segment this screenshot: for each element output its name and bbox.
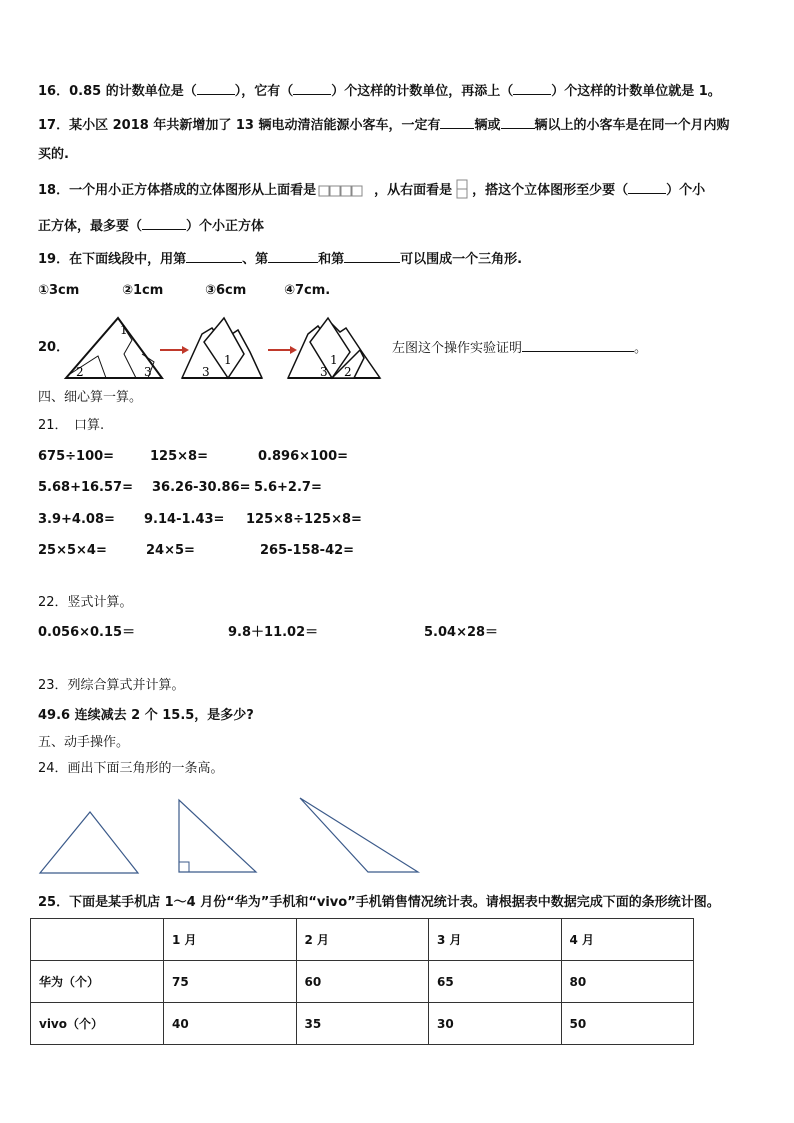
question-18-cont: 正方体，最多要（ ）个小正方体: [38, 219, 265, 234]
option-1: ①3cm: [38, 283, 80, 298]
table-cell: 华为（个）: [31, 961, 164, 1003]
question-22-title: 22．竖式计算。: [38, 595, 133, 610]
table-cell: 1 月: [164, 919, 297, 961]
table-cell: 40: [164, 1003, 297, 1045]
answer-blank[interactable]: [440, 116, 474, 129]
top-view-figure: [316, 183, 374, 199]
table-cell: 2 月: [296, 919, 429, 961]
table-cell: vivo（个）: [31, 1003, 164, 1045]
answer-blank[interactable]: [513, 82, 551, 95]
table-cell: 3 月: [429, 919, 562, 961]
angle-label-2: 2: [76, 365, 84, 379]
answer-blank[interactable]: [522, 339, 634, 352]
question-19: 19．在下面线段中，用第 、第 和第 可以围成一个三角形.: [38, 252, 523, 267]
oral-calc-item: 125×8=: [150, 449, 208, 464]
table-cell: 60: [296, 961, 429, 1003]
sales-table: [30, 918, 694, 1045]
answer-blank[interactable]: [268, 250, 318, 263]
table-cell: 50: [561, 1003, 694, 1045]
oral-calc-item: 5.6+2.7=: [254, 480, 322, 495]
table-cell: 35: [296, 1003, 429, 1045]
question-17: 17．某小区 2018 年共新增加了 13 辆电动清洁能源小客车，一定有 辆或 辆以上的小客车是在同一个月内购: [38, 118, 730, 133]
answer-blank[interactable]: [197, 82, 235, 95]
table-row: [31, 1003, 694, 1045]
angle-label-3: 3: [320, 365, 328, 379]
angle-label-1: 1: [224, 353, 232, 367]
angle-label-1: 1: [330, 353, 338, 367]
oral-calc-item: 24×5=: [146, 543, 195, 558]
triangles-figure: [38, 796, 428, 876]
answer-blank[interactable]: [501, 116, 535, 129]
table-cell: 80: [561, 961, 694, 1003]
top-view-squares: [318, 183, 376, 199]
option-4: ④7cm.: [284, 283, 331, 298]
full-triangle: [66, 318, 162, 379]
question-17-cont: 买的.: [38, 147, 69, 162]
question-20-text: 左图这个操作实验证明 。: [392, 341, 648, 356]
option-2: ②1cm: [122, 283, 164, 298]
option-3: ③6cm: [205, 283, 247, 298]
angle-sum-diagram: [62, 312, 392, 382]
oral-calc-item: 5.68+16.57=: [38, 480, 133, 495]
table-cell: 75: [164, 961, 297, 1003]
vertical-calc-item: 9.8＋11.02＝: [228, 625, 319, 640]
question-18: 18．一个用小正方体搭成的立体图形从上面看是 ，从右面看是 ，搭这个立体图形至少要（ ）个小: [38, 181, 705, 200]
oral-calc-item: 9.14-1.43=: [144, 512, 225, 527]
answer-blank[interactable]: [186, 250, 242, 263]
angle-label-3: 3: [202, 365, 210, 379]
table-cell: 65: [429, 961, 562, 1003]
question-16: 16．0.85 的计数单位是（ ），它有（ ）个这样的计数单位，再添上（ ）个这样的计数单位就是 1。: [38, 84, 721, 99]
table-header-row: [31, 919, 694, 961]
obtuse-triangle[interactable]: [300, 798, 418, 872]
angle-label-2: 2: [344, 365, 352, 379]
table-cell: 4 月: [561, 919, 694, 961]
right-view-figure: [452, 182, 472, 200]
oral-calc-item: 265-158-42=: [260, 543, 355, 558]
angle-label-3: 3: [144, 365, 152, 379]
oral-calc-item: 125×8÷125×8=: [246, 512, 362, 527]
oral-calc-item: 3.9+4.08=: [38, 512, 115, 527]
arrow-icon: [268, 346, 297, 354]
oral-calc-item: 25×5×4=: [38, 543, 107, 558]
section-4-heading: 四、细心算一算。: [38, 390, 143, 405]
table-cell: 30: [429, 1003, 562, 1045]
oral-calc-item: 36.26-30.86=: [152, 480, 251, 495]
acute-triangle[interactable]: [40, 812, 138, 873]
answer-blank[interactable]: [293, 82, 331, 95]
angle-label-1: 1: [120, 323, 128, 337]
question-21-title: 21． 口算.: [38, 418, 105, 433]
table-row: [31, 961, 694, 1003]
arrow-icon: [160, 346, 189, 354]
question-23-text: 49.6 连续减去 2 个 15.5，是多少?: [38, 708, 254, 723]
section-5-heading: 五、动手操作。: [38, 735, 130, 750]
question-20-number: 20．: [38, 340, 70, 355]
right-view-squares: [454, 179, 472, 201]
question-24-title: 24．画出下面三角形的一条高。: [38, 761, 224, 776]
table-cell: [31, 919, 164, 961]
vertical-calc-item: 5.04×28＝: [424, 625, 499, 640]
answer-blank[interactable]: [628, 181, 666, 194]
torn-triangle-step-2: [288, 318, 380, 379]
question-23-title: 23．列综合算式并计算。: [38, 678, 185, 693]
question-25-title: 25．下面是某手机店 1～4 月份“华为”手机和“vivo”手机销售情况统计表。请根据表中数据完成下面的条形统计图。: [38, 895, 720, 910]
vertical-calc-item: 0.056×0.15＝: [38, 625, 136, 640]
oral-calc-item: 0.896×100=: [258, 449, 349, 464]
answer-blank[interactable]: [344, 250, 400, 263]
oral-calc-item: 675÷100=: [38, 449, 115, 464]
torn-triangle-step-1: [182, 318, 262, 379]
answer-blank[interactable]: [142, 217, 186, 230]
right-triangle[interactable]: [179, 800, 256, 872]
